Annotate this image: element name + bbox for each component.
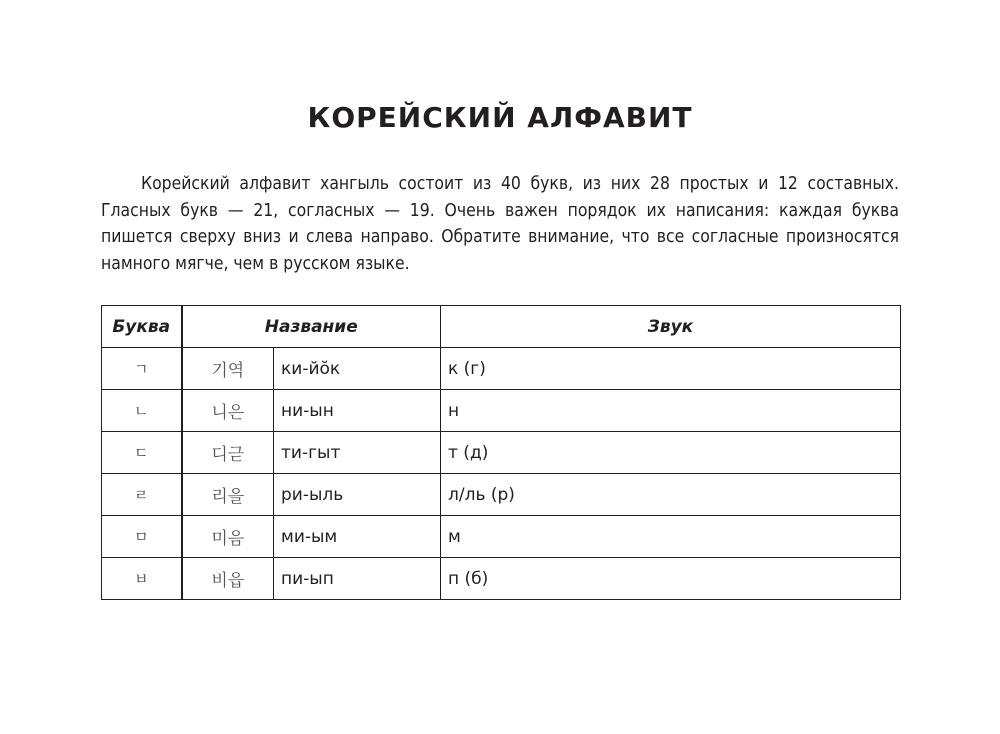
letter-cell: ㅂ xyxy=(102,558,182,600)
letter-cell: ㄷ xyxy=(102,432,182,474)
hangul-name-cell: 미음 xyxy=(182,516,274,558)
page-title: КОРЕЙСКИЙ АЛФАВИТ xyxy=(307,101,693,134)
table-row xyxy=(102,432,901,474)
hangul-name-cell: 비읍 xyxy=(182,558,274,600)
header-letter: Буква xyxy=(102,306,182,348)
table-row xyxy=(102,390,901,432)
table-row xyxy=(102,348,901,390)
transliteration-cell: ми-ым xyxy=(274,516,441,558)
transliteration-cell: пи-ып xyxy=(274,558,441,600)
transliteration-cell: ки-йŏк xyxy=(274,348,441,390)
hangul-name-cell: 디귿 xyxy=(182,432,274,474)
transliteration-cell: ри-ыль xyxy=(274,474,441,516)
sound-cell: т (д) xyxy=(441,432,901,474)
table-row xyxy=(102,558,901,600)
letter-cell: ㅁ xyxy=(102,516,182,558)
alphabet-table xyxy=(101,305,901,600)
letter-cell: ㄴ xyxy=(102,390,182,432)
header-sound: Звук xyxy=(441,306,901,348)
sound-cell: п (б) xyxy=(441,558,901,600)
letter-cell: ㄱ xyxy=(102,348,182,390)
sound-cell: л/ль (р) xyxy=(441,474,901,516)
table-row xyxy=(102,474,901,516)
sound-cell: м xyxy=(441,516,901,558)
table-row xyxy=(102,516,901,558)
hangul-name-cell: 리을 xyxy=(182,474,274,516)
transliteration-cell: ни-ын xyxy=(274,390,441,432)
hangul-name-cell: 니은 xyxy=(182,390,274,432)
table-header-row xyxy=(102,306,901,348)
sound-cell: н xyxy=(441,390,901,432)
sound-cell: к (г) xyxy=(441,348,901,390)
letter-cell: ㄹ xyxy=(102,474,182,516)
intro-paragraph: Корейский алфавит хангыль состоит из 40 букв, из них 28 простых и 12 составных. Гласных букв — 21, согласных — 19. Очень важен порядок их написания: каждая буква пишется сверху вниз и слева направо. Обратите внимание, что все согласные произносятся намного мягче, чем в русском языке. xyxy=(101,174,899,274)
transliteration-cell: ти-гыт xyxy=(274,432,441,474)
hangul-name-cell: 기역 xyxy=(182,348,274,390)
header-name: Название xyxy=(182,306,441,348)
